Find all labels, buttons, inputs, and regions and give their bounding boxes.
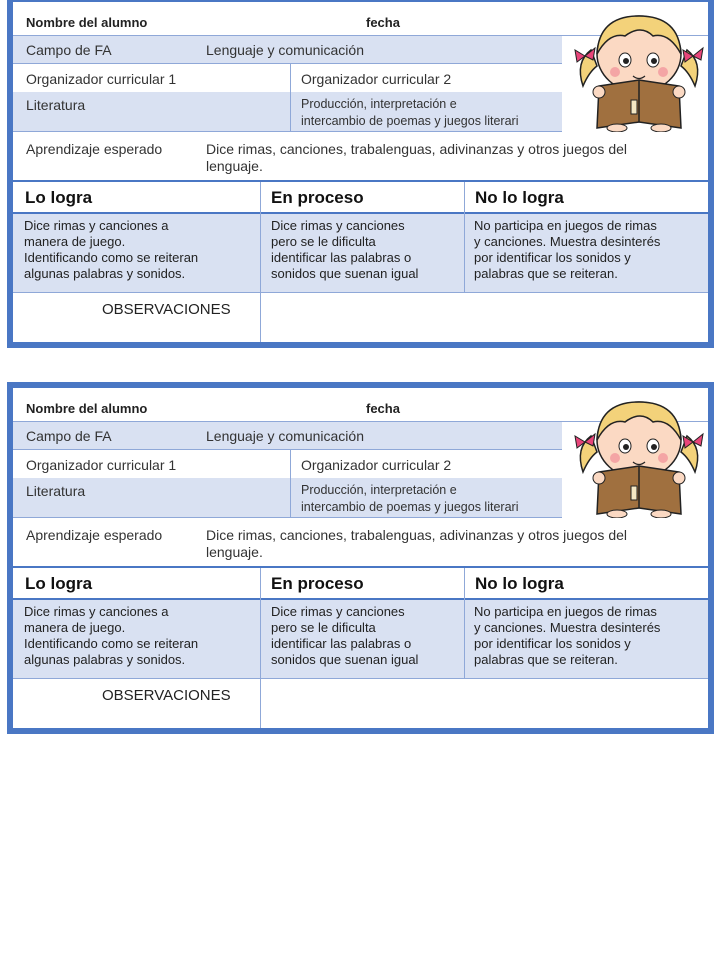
aprendizaje-label: Aprendizaje esperado	[26, 141, 163, 157]
description-line: pero se le dificulta	[271, 620, 376, 635]
header-no-lo-logra: No lo logra	[475, 574, 564, 593]
description-line: Dice rimas y canciones	[271, 218, 405, 233]
organizador-values-row	[13, 92, 562, 132]
campo-row	[13, 422, 562, 450]
description-en-proceso	[271, 218, 467, 282]
description-line: palabras que se reiteran.	[474, 266, 618, 281]
description-line: sonidos que suenan igual	[271, 652, 419, 667]
org2-label: Organizador curricular 2	[301, 457, 452, 473]
description-line: algunas palabras y sonidos.	[24, 266, 186, 281]
header-lo-logra: Lo logra	[25, 188, 93, 207]
description-no-lo-logra	[474, 218, 710, 282]
description-line: sonidos que suenan igual	[271, 266, 419, 281]
description-line: y canciones. Muestra desinterés	[474, 234, 661, 249]
organizador-labels-row	[13, 64, 562, 92]
campo-value: Lenguaje y comunicación	[206, 428, 364, 444]
description-line: No participa en juegos de rimas	[474, 604, 657, 619]
evaluation-card	[7, 0, 714, 348]
fecha-label: fecha	[366, 15, 400, 30]
description-line: por identificar los sonidos y	[474, 250, 631, 265]
aprendizaje-line2: lenguaje.	[206, 158, 263, 174]
levels-header-row	[13, 568, 708, 598]
campo-row	[13, 36, 562, 64]
organizador-labels-row	[13, 450, 562, 478]
girl-reading-book-icon	[569, 396, 709, 518]
alumno-label: Nombre del alumno	[26, 401, 148, 416]
description-line: Dice rimas y canciones a	[24, 604, 169, 619]
org2-value-line1: Producción, interpretación e	[301, 483, 457, 497]
observaciones-row	[13, 679, 708, 728]
description-line: No participa en juegos de rimas	[474, 218, 657, 233]
org1-label: Organizador curricular 1	[26, 457, 177, 473]
description-line: manera de juego.	[24, 620, 126, 635]
organizador-values-row	[13, 478, 562, 518]
campo-label: Campo de FA	[26, 428, 112, 444]
evaluation-card	[7, 382, 714, 734]
description-line: identificar las palabras o	[271, 250, 412, 265]
girl-reading-book-icon	[569, 10, 709, 132]
description-lo-logra	[24, 604, 260, 668]
aprendizaje-line1: Dice rimas, canciones, trabalenguas, adivinanzas y otros juegos del	[206, 527, 628, 543]
org2-value-line2: intercambio de poemas y juegos literari	[301, 114, 519, 128]
org2-value-line1: Producción, interpretación e	[301, 97, 457, 111]
org1-value: Literatura	[26, 97, 86, 113]
description-line: Identificando como se reiteran	[24, 250, 199, 265]
levels-description-row	[13, 600, 708, 678]
description-line: algunas palabras y sonidos.	[24, 652, 186, 667]
observaciones-row	[13, 293, 708, 342]
org1-value: Literatura	[26, 483, 86, 499]
campo-value: Lenguaje y comunicación	[206, 42, 364, 58]
org2-label: Organizador curricular 2	[301, 71, 452, 87]
description-line: palabras que se reiteran.	[474, 652, 618, 667]
levels-header-row	[13, 182, 708, 212]
description-lo-logra	[24, 218, 260, 282]
organizador-divider	[290, 450, 291, 518]
description-line: Dice rimas y canciones a	[24, 218, 169, 233]
aprendizaje-line2: lenguaje.	[206, 544, 263, 560]
org2-value-line2: intercambio de poemas y juegos literari	[301, 500, 519, 514]
org1-label: Organizador curricular 1	[26, 71, 177, 87]
levels-description-row	[13, 214, 708, 292]
aprendizaje-line1: Dice rimas, canciones, trabalenguas, adivinanzas y otros juegos del	[206, 141, 628, 157]
aprendizaje-row	[13, 132, 708, 180]
description-en-proceso	[271, 604, 467, 668]
campo-label: Campo de FA	[26, 42, 112, 58]
description-line: y canciones. Muestra desinterés	[474, 620, 661, 635]
description-line: Identificando como se reiteran	[24, 636, 199, 651]
header-lo-logra: Lo logra	[25, 574, 93, 593]
fecha-label: fecha	[366, 401, 400, 416]
description-line: pero se le dificulta	[271, 234, 376, 249]
organizador-divider	[290, 64, 291, 132]
description-no-lo-logra	[474, 604, 710, 668]
description-line: Dice rimas y canciones	[271, 604, 405, 619]
header-no-lo-logra: No lo logra	[475, 188, 564, 207]
observaciones-label: OBSERVACIONES	[102, 301, 231, 318]
aprendizaje-row	[13, 518, 708, 566]
alumno-label: Nombre del alumno	[26, 15, 148, 30]
header-en-proceso: En proceso	[271, 574, 364, 593]
observaciones-label: OBSERVACIONES	[102, 687, 231, 704]
header-en-proceso: En proceso	[271, 188, 364, 207]
description-line: manera de juego.	[24, 234, 126, 249]
aprendizaje-label: Aprendizaje esperado	[26, 527, 163, 543]
description-line: identificar las palabras o	[271, 636, 412, 651]
description-line: por identificar los sonidos y	[474, 636, 631, 651]
